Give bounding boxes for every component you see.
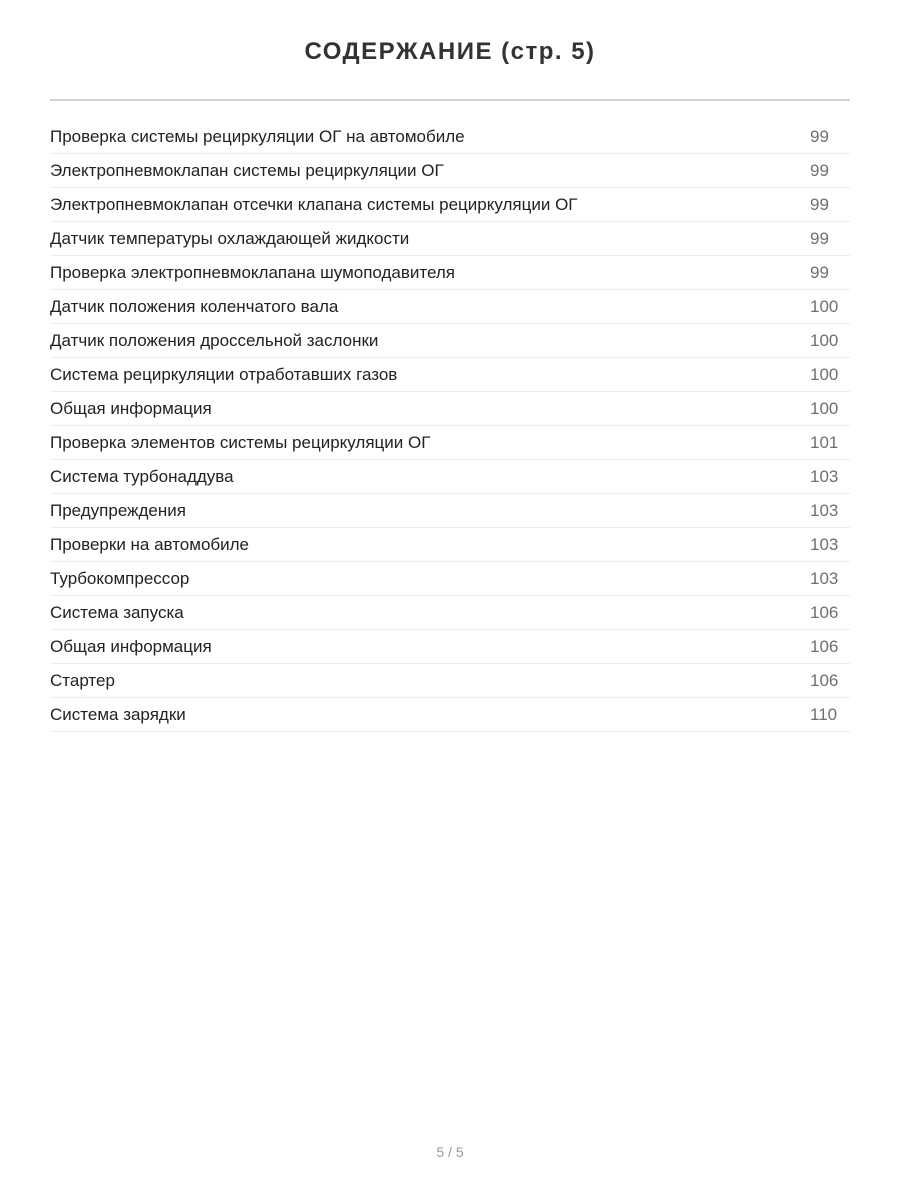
toc-entry-page: 100 [810, 296, 839, 316]
toc-entry-page: 100 [810, 398, 839, 418]
toc-entry[interactable] [50, 630, 850, 664]
toc-entry-page: 99 [810, 160, 829, 180]
toc-entry-page: 106 [810, 636, 839, 656]
toc-entry[interactable] [50, 188, 850, 222]
toc-entry-page: 106 [810, 602, 839, 622]
toc-entry[interactable] [50, 290, 850, 324]
toc-entry-title: Общая информация [50, 398, 212, 418]
toc-entry-title: Стартер [50, 670, 115, 690]
toc-entry[interactable] [50, 562, 850, 596]
toc-entry-page: 103 [810, 500, 839, 520]
toc-entry[interactable] [50, 664, 850, 698]
toc-entry-page: 100 [810, 330, 839, 350]
toc-entry[interactable] [50, 494, 850, 528]
toc-entry-title: Система зарядки [50, 704, 186, 724]
toc-entry-page: 103 [810, 568, 839, 588]
toc-entry[interactable] [50, 596, 850, 630]
toc-entry-page: 103 [810, 534, 839, 554]
toc-entry-page: 99 [810, 228, 829, 248]
toc-entry[interactable] [50, 154, 850, 188]
toc-entry-title: Проверка электропневмоклапана шумоподавителя [50, 262, 456, 282]
toc-entry[interactable] [50, 528, 850, 562]
toc-entry-title: Электропневмоклапан системы рециркуляции ОГ [50, 160, 444, 180]
toc-entry[interactable] [50, 222, 850, 256]
toc-entry-page: 99 [810, 262, 829, 282]
toc-entry-title: Турбокомпрессор [50, 568, 190, 588]
toc-entry-page: 99 [810, 194, 829, 214]
toc-entry-page: 101 [810, 432, 839, 452]
toc-entry-title: Предупреждения [50, 500, 186, 520]
toc-entry[interactable] [50, 324, 850, 358]
toc-list [50, 120, 850, 732]
toc-entry-title: Датчик положения коленчатого вала [50, 296, 339, 316]
toc-entry[interactable] [50, 256, 850, 290]
page-indicator: 5 / 5 [436, 1144, 464, 1160]
toc-entry-page: 110 [810, 704, 838, 724]
toc-entry[interactable] [50, 426, 850, 460]
toc-entry-title: Проверка системы рециркуляции ОГ на автомобиле [50, 126, 465, 146]
toc-entry-title: Проверки на автомобиле [50, 534, 250, 554]
toc-entry-title: Система запуска [50, 602, 184, 622]
toc-entry-title: Система рециркуляции отработавших газов [50, 364, 398, 384]
toc-entry-page: 103 [810, 466, 839, 486]
toc-entry[interactable] [50, 460, 850, 494]
toc-entry-page: 99 [810, 126, 829, 146]
toc-entry[interactable] [50, 358, 850, 392]
toc-entry-title: Проверка элементов системы рециркуляции ОГ [50, 432, 431, 452]
page-title: СОДЕРЖАНИЕ (стр. 5) [304, 38, 596, 65]
toc-entry[interactable] [50, 698, 850, 732]
toc-entry-title: Общая информация [50, 636, 212, 656]
toc-entry[interactable] [50, 392, 850, 426]
toc-entry-title: Электропневмоклапан отсечки клапана системы рециркуляции ОГ [50, 194, 578, 214]
title-divider [50, 99, 850, 101]
toc-entry-page: 100 [810, 364, 839, 384]
toc-entry-page: 106 [810, 670, 839, 690]
toc-entry-title: Система турбонаддува [50, 466, 234, 486]
toc-entry-title: Датчик положения дроссельной заслонки [50, 330, 379, 350]
toc-entry[interactable] [50, 120, 850, 154]
toc-entry-title: Датчик температуры охлаждающей жидкости [50, 228, 410, 248]
